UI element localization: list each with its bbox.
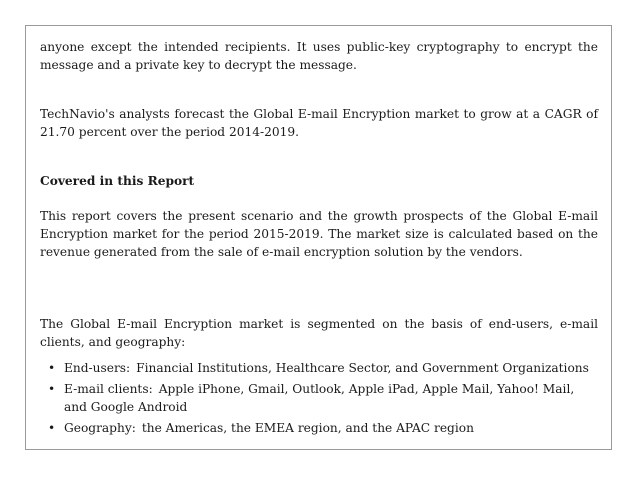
bullet-icon: • <box>48 382 56 396</box>
list-item-geography <box>40 419 598 437</box>
bullet-text: Financial Institutions, Healthcare Sector, and Government Organizations <box>136 361 589 375</box>
segmentation-list <box>40 359 598 440</box>
list-item-end-users <box>40 359 598 377</box>
bullet-text: the Americas, the EMEA region, and the APAC region <box>141 421 474 435</box>
paragraph-encryption-description: anyone except the intended recipients. It uses public-key cryptography to encrypt the message and a private key to decrypt the message. <box>40 40 598 72</box>
bullet-icon: • <box>48 421 56 435</box>
list-item-email-clients <box>40 380 598 416</box>
bullet-label: Geography: <box>64 421 136 435</box>
bullet-text: Apple iPhone, Gmail, Outlook, Apple iPad, Apple Mail, Yahoo! Mail, and Google Android <box>64 382 575 414</box>
paragraph-report-scope: This report covers the present scenario and the growth prospects of the Global E-mail Encryption market for the period 2015-2019. The market size is calculated based on the revenue generated from the sale of e-mail encryption solution by the vendors. <box>40 209 598 259</box>
paragraph-segmentation: The Global E-mail Encryption market is segmented on the basis of end-users, e-mail clients, and geography: <box>40 317 598 349</box>
bullet-label: E-mail clients: <box>64 382 153 396</box>
paragraph-market-forecast: TechNavio's analysts forecast the Global E-mail Encryption market to grow at a CAGR of 21.70 percent over the period 2014-2019. <box>40 107 598 139</box>
section-heading: Covered in this Report <box>40 174 195 188</box>
bullet-label: End-users: <box>64 361 131 375</box>
bullet-icon: • <box>48 361 56 375</box>
document-page <box>25 25 612 450</box>
